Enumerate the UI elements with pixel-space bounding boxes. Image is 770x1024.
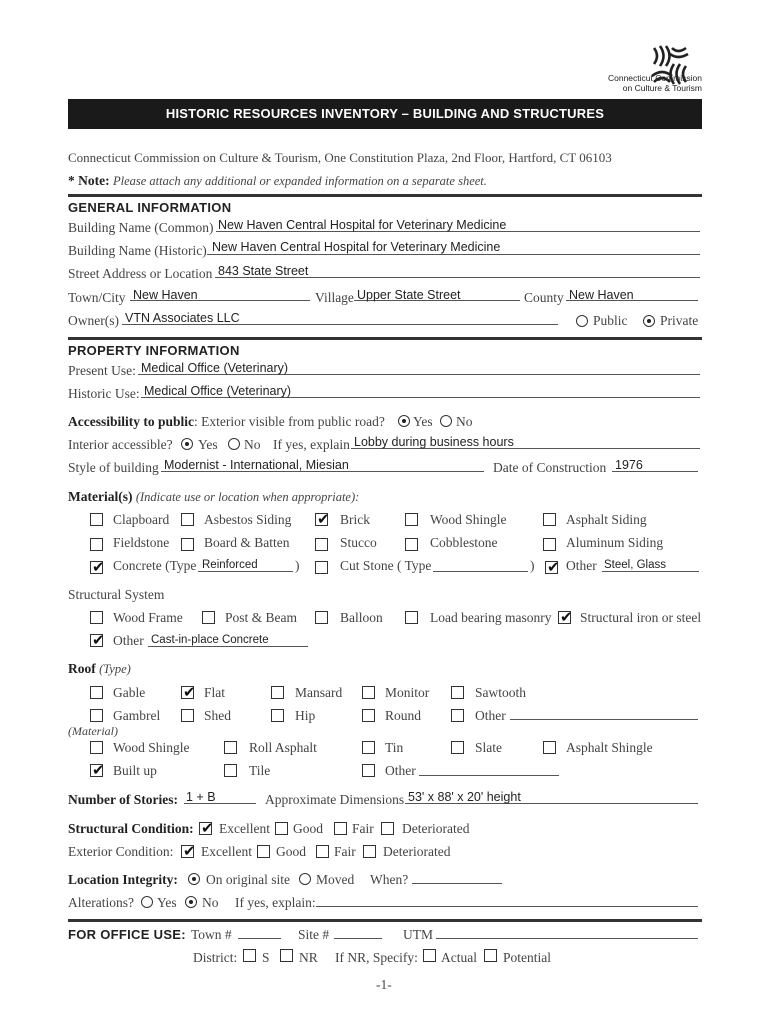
district-nr-label: NR	[299, 950, 318, 965]
office-utm-field[interactable]	[436, 938, 698, 939]
roof-material-checkbox[interactable]	[90, 741, 103, 754]
structural-other-field[interactable]	[148, 646, 308, 647]
roof-type-checkbox[interactable]	[90, 709, 103, 722]
structural-item-label: Load bearing masonry	[430, 610, 552, 625]
checkmark-icon: ✔	[201, 819, 214, 837]
name-common-label: Building Name (Common)	[68, 220, 214, 235]
interior-no-label: No	[244, 437, 261, 452]
roof-type-label: Sawtooth	[475, 685, 527, 700]
structural-checkbox[interactable]	[558, 608, 573, 626]
roof-type-label: Gambrel	[113, 708, 161, 723]
town-value: New Haven	[133, 288, 198, 302]
checkmark-icon: ✔	[560, 608, 573, 626]
date-label: Date of Construction	[493, 460, 607, 475]
roof-material-checkbox[interactable]	[90, 761, 105, 779]
moved-label: Moved	[316, 872, 355, 887]
alterations-yes-radio[interactable]	[141, 896, 153, 908]
roof-material-label: Tin	[385, 740, 404, 755]
roof-material-other-field[interactable]	[419, 775, 559, 776]
materials-heading	[68, 489, 359, 505]
accessibility-label: Accessibility to public	[68, 414, 195, 429]
roof-material-checkbox[interactable]	[224, 741, 237, 754]
material-checkbox[interactable]	[405, 513, 418, 526]
potential-label: Potential	[503, 950, 551, 965]
when-label: When?	[370, 872, 409, 887]
actual-label: Actual	[441, 950, 477, 965]
checkmark-icon: ✔	[183, 683, 196, 701]
roof-type-label: Flat	[204, 685, 226, 700]
structural-label: Structural System	[68, 587, 165, 602]
material-label: Clapboard	[113, 512, 170, 527]
present-use-label: Present Use:	[68, 363, 136, 378]
interior-yes-label: Yes	[198, 437, 218, 452]
district-s-checkbox[interactable]	[243, 949, 256, 962]
office-town-field[interactable]	[238, 938, 281, 939]
material-label: Cobblestone	[430, 535, 498, 550]
alterations-label: Alterations?	[68, 895, 134, 910]
material-checkbox[interactable]	[315, 538, 328, 551]
commission-address: Connecticut Commission on Culture & Tourism, One Constitution Plaza, 2nd Floor, Hartford, CT 06103	[68, 150, 612, 165]
structural-item-label: Other	[113, 633, 144, 648]
logo-line-1: Connecticut Commission	[607, 73, 702, 83]
roof-material-checkbox[interactable]	[543, 741, 556, 754]
material-checkbox[interactable]	[543, 538, 556, 551]
alterations-yes-label: Yes	[157, 895, 177, 910]
cut-stone-close-paren: )	[530, 558, 535, 573]
roof-material-checkbox[interactable]	[362, 764, 375, 777]
material-checkbox[interactable]	[90, 558, 105, 576]
street-label: Street Address or Location	[68, 266, 213, 281]
materials-label: Material(s)	[68, 489, 133, 504]
roof-heading	[68, 661, 131, 677]
office-utm-label: UTM	[403, 927, 433, 942]
roof-type-checkbox[interactable]	[451, 709, 464, 722]
material-checkbox[interactable]	[545, 558, 560, 576]
roof-type-checkbox[interactable]	[451, 686, 464, 699]
material-label: Asphalt Siding	[566, 512, 647, 527]
roof-type-checkbox[interactable]	[362, 709, 375, 722]
checkmark-icon: ✔	[92, 761, 105, 779]
village-value: Upper State Street	[357, 288, 461, 302]
actual-checkbox[interactable]	[423, 949, 436, 962]
name-historic-label: Building Name (Historic)	[68, 243, 207, 258]
structural-checkbox[interactable]	[202, 611, 215, 624]
structural-item-label: Post & Beam	[225, 610, 298, 625]
title-bar	[68, 99, 702, 129]
roof-material-label: Roll Asphalt	[249, 740, 317, 755]
exterior-condition-checkbox[interactable]	[363, 845, 376, 858]
roof-material-label: Asphalt Shingle	[566, 740, 653, 755]
roof-material-label: Tile	[249, 763, 271, 778]
roof-type-hint: (Type)	[99, 662, 131, 676]
concrete-type-value: Reinforced	[202, 559, 258, 571]
note	[68, 173, 487, 189]
condition-option-label: Deteriorated	[402, 821, 470, 836]
condition-option-label: Good	[293, 821, 323, 836]
original-site-label: On original site	[206, 872, 290, 887]
roof-type-label: Mansard	[295, 685, 343, 700]
street-value: 843 State Street	[218, 264, 309, 278]
exterior-yes-radio[interactable]	[398, 415, 410, 427]
material-label: Asbestos Siding	[204, 512, 292, 527]
note-label: * Note:	[68, 173, 110, 188]
roof-material-label: Wood Shingle	[113, 740, 190, 755]
county-value: New Haven	[569, 288, 634, 302]
exterior-condition-checkbox[interactable]	[257, 845, 270, 858]
potential-checkbox[interactable]	[484, 949, 497, 962]
roof-material-checkbox[interactable]	[224, 764, 237, 777]
roof-type-label: Hip	[295, 708, 316, 723]
dimensions-label: Approximate Dimensions	[265, 792, 405, 807]
structural-condition-label: Structural Condition:	[68, 821, 194, 836]
village-label: Village	[315, 290, 354, 305]
material-checkbox[interactable]	[90, 513, 103, 526]
structural-item-label: Balloon	[340, 610, 383, 625]
name-historic-field[interactable]	[207, 254, 700, 255]
present-use-value: Medical Office (Veterinary)	[141, 361, 289, 375]
property-rule	[68, 337, 702, 340]
material-checkbox[interactable]	[543, 513, 556, 526]
office-site-field[interactable]	[334, 938, 382, 939]
material-checkbox[interactable]	[181, 513, 194, 526]
private-radio[interactable]	[643, 315, 655, 327]
roof-type-label: Other	[475, 708, 506, 723]
date-value: 1976	[615, 458, 643, 472]
general-header: GENERAL INFORMATION	[68, 200, 232, 215]
checkmark-icon: ✔	[317, 510, 330, 528]
roof-type-checkbox[interactable]	[90, 686, 103, 699]
roof-label: Roof	[68, 661, 96, 676]
interior-yes-radio[interactable]	[181, 438, 193, 450]
roof-type-label: Shed	[204, 708, 231, 723]
material-other-value: Steel, Glass	[604, 559, 666, 571]
logo-line-2: on Culture & Tourism	[622, 83, 702, 93]
roof-material-checkbox[interactable]	[362, 741, 375, 754]
structural-checkbox[interactable]	[90, 611, 103, 624]
dimensions-value: 53' x 88' x 20' height	[408, 790, 521, 804]
structural-checkbox[interactable]	[405, 611, 418, 624]
structural-condition-checkbox[interactable]	[334, 822, 347, 835]
page-number: -1-	[376, 977, 392, 992]
structural-condition-checkbox[interactable]	[381, 822, 394, 835]
public-label: Public	[593, 313, 628, 328]
roof-material-label: Slate	[475, 740, 502, 755]
material-label: Cut Stone ( Type	[340, 558, 432, 573]
roof-material-hint: (Material)	[68, 724, 118, 738]
property-header: PROPERTY INFORMATION	[68, 343, 240, 358]
style-label: Style of building	[68, 460, 159, 475]
owners-label: Owner(s)	[68, 313, 119, 328]
exterior-condition-label: Exterior Condition:	[68, 844, 174, 859]
material-other-field[interactable]	[602, 571, 699, 572]
office-town-label: Town #	[191, 927, 232, 942]
historic-use-value: Medical Office (Veterinary)	[144, 384, 292, 398]
roof-type-checkbox[interactable]	[362, 686, 375, 699]
material-checkbox[interactable]	[315, 561, 328, 574]
explain-value: Lobby during business hours	[354, 435, 514, 449]
exterior-no-radio[interactable]	[440, 415, 452, 427]
exterior-condition-checkbox[interactable]	[316, 845, 329, 858]
style-value: Modernist - International, Miesian	[164, 458, 349, 472]
structural-checkbox[interactable]	[90, 631, 105, 649]
material-label: Fieldstone	[113, 535, 170, 550]
material-checkbox[interactable]	[181, 538, 194, 551]
roof-material-label: Other	[385, 763, 416, 778]
owners-value: VTN Associates LLC	[125, 311, 240, 325]
moved-radio[interactable]	[299, 873, 311, 885]
office-rule	[68, 919, 702, 922]
structural-item-label: Wood Frame	[113, 610, 183, 625]
interior-no-radio[interactable]	[228, 438, 240, 450]
structural-condition-checkbox[interactable]	[275, 822, 288, 835]
alterations-explain-label: If yes, explain:	[235, 895, 316, 910]
town-label: Town/City	[68, 290, 126, 305]
roof-type-label: Round	[385, 708, 422, 723]
checkmark-icon: ✔	[183, 842, 196, 860]
materials-hint: (Indicate use or location when appropriate):	[135, 490, 360, 504]
original-site-radio[interactable]	[188, 873, 200, 885]
name-common-value: New Haven Central Hospital for Veterinary Medicine	[218, 218, 507, 232]
material-label: Board & Batten	[204, 535, 290, 550]
material-checkbox[interactable]	[315, 510, 330, 528]
structural-condition-checkbox[interactable]	[199, 819, 214, 837]
condition-option-label: Fair	[352, 821, 374, 836]
note-text: Please attach any additional or expanded information on a separate sheet.	[112, 174, 487, 188]
interior-label: Interior accessible?	[68, 437, 173, 452]
condition-option-label: Deteriorated	[383, 844, 451, 859]
exterior-no-label: No	[456, 414, 473, 429]
roof-other-field[interactable]	[510, 719, 698, 720]
alterations-no-radio[interactable]	[185, 896, 197, 908]
when-field[interactable]	[412, 883, 502, 884]
explain-label: If yes, explain	[273, 437, 350, 452]
material-label: Wood Shingle	[430, 512, 507, 527]
public-radio[interactable]	[576, 315, 588, 327]
structural-checkbox[interactable]	[315, 611, 328, 624]
cut-stone-type-field[interactable]	[433, 571, 528, 572]
county-label: County	[524, 290, 564, 305]
roof-type-checkbox[interactable]	[271, 686, 284, 699]
roof-type-checkbox[interactable]	[181, 683, 196, 701]
concrete-close-paren: )	[295, 558, 300, 573]
accessibility-row	[68, 414, 385, 430]
alterations-no-label: No	[202, 895, 219, 910]
checkmark-icon: ✔	[92, 631, 105, 649]
condition-option-label: Excellent	[201, 844, 252, 859]
accessibility-question: : Exterior visible from public road?	[194, 414, 385, 429]
material-label: Stucco	[340, 535, 377, 550]
exterior-yes-label: Yes	[413, 414, 433, 429]
material-label: Concrete (Type	[113, 558, 197, 573]
material-checkbox[interactable]	[90, 538, 103, 551]
checkmark-icon: ✔	[547, 558, 560, 576]
page-title: HISTORIC RESOURCES INVENTORY – BUILDING AND STRUCTURES	[165, 106, 605, 121]
material-checkbox[interactable]	[405, 538, 418, 551]
name-historic-value: New Haven Central Hospital for Veterinary Medicine	[212, 240, 501, 254]
condition-option-label: Good	[276, 844, 306, 859]
office-site-label: Site #	[298, 927, 330, 942]
general-rule	[68, 194, 702, 197]
material-label: Aluminum Siding	[566, 535, 664, 550]
private-label: Private	[660, 313, 699, 328]
stories-label: Number of Stories:	[68, 792, 178, 807]
roof-type-label: Gable	[113, 685, 146, 700]
stories-value: 1 + B	[186, 790, 216, 804]
district-label: District:	[193, 950, 238, 965]
district-s-label: S	[262, 950, 270, 965]
condition-option-label: Excellent	[219, 821, 270, 836]
roof-type-checkbox[interactable]	[271, 709, 284, 722]
structural-item-label: Structural iron or steel	[580, 610, 702, 625]
checkmark-icon: ✔	[92, 558, 105, 576]
material-label: Brick	[340, 512, 370, 527]
specify-label: If NR, Specify:	[335, 950, 418, 965]
office-label: FOR OFFICE USE:	[68, 927, 186, 942]
exterior-condition-checkbox[interactable]	[181, 842, 196, 860]
historic-use-label: Historic Use:	[68, 386, 140, 401]
district-nr-checkbox[interactable]	[280, 949, 293, 962]
material-label: Other	[566, 558, 597, 573]
alterations-explain-field[interactable]	[316, 906, 698, 907]
roof-type-label: Monitor	[385, 685, 430, 700]
condition-option-label: Fair	[334, 844, 356, 859]
roof-material-checkbox[interactable]	[451, 741, 464, 754]
location-label: Location Integrity:	[68, 872, 178, 887]
structural-other-value: Cast-in-place Concrete	[151, 634, 269, 646]
roof-type-checkbox[interactable]	[181, 709, 194, 722]
concrete-type-field[interactable]	[198, 571, 293, 572]
roof-material-label: Built up	[113, 763, 157, 778]
